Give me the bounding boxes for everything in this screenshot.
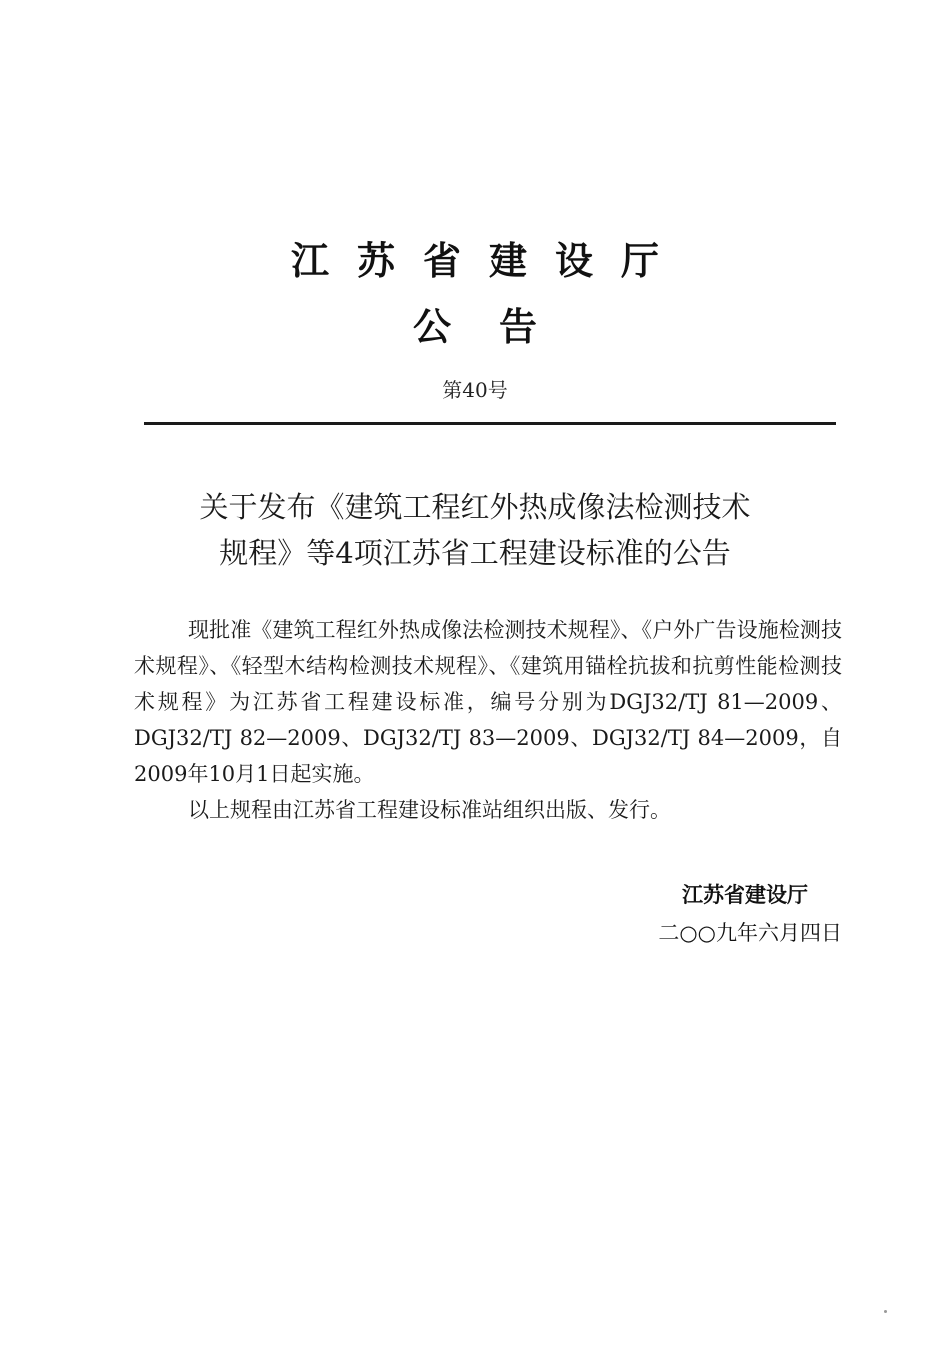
header-divider — [144, 422, 836, 425]
heading-line-2: 规程》等4项江苏省工程建设标准的公告 — [219, 536, 731, 570]
issue-date: 二○○九年六月四日 — [658, 921, 842, 945]
issuer-name: 江苏省建设厅 — [682, 882, 808, 907]
body-paragraph-1: 现批准《建筑工程红外热成像法检测技术规程》、《户外广告设施检测技术规程》、《轻型木结构检测技术规程》、《建筑用锚栓抗拔和抗剪性能检测技术规程》为江苏省工程建设标准，编号分别为DGJ32/TJ 81—2009、DGJ32/TJ 82—2009、DGJ32/TJ 83—2009、DGJ32/TJ 84—2009，自2009年10月1日起实施。 — [134, 618, 842, 786]
signature-block — [560, 876, 842, 952]
body-paragraph-2: 以上规程由江苏省工程建设标准站组织出版、发行。 — [188, 798, 671, 822]
document-number: 第40号 — [442, 378, 508, 402]
organization-title: 江苏省建设厅 — [290, 238, 687, 283]
announcement-heading — [0, 484, 950, 576]
heading-line-1: 关于发布《建筑工程红外热成像法检测技术 — [199, 490, 751, 524]
notice-type-title: 公告 — [412, 304, 585, 349]
announcement-body — [134, 612, 842, 828]
scan-speck — [884, 1310, 887, 1313]
